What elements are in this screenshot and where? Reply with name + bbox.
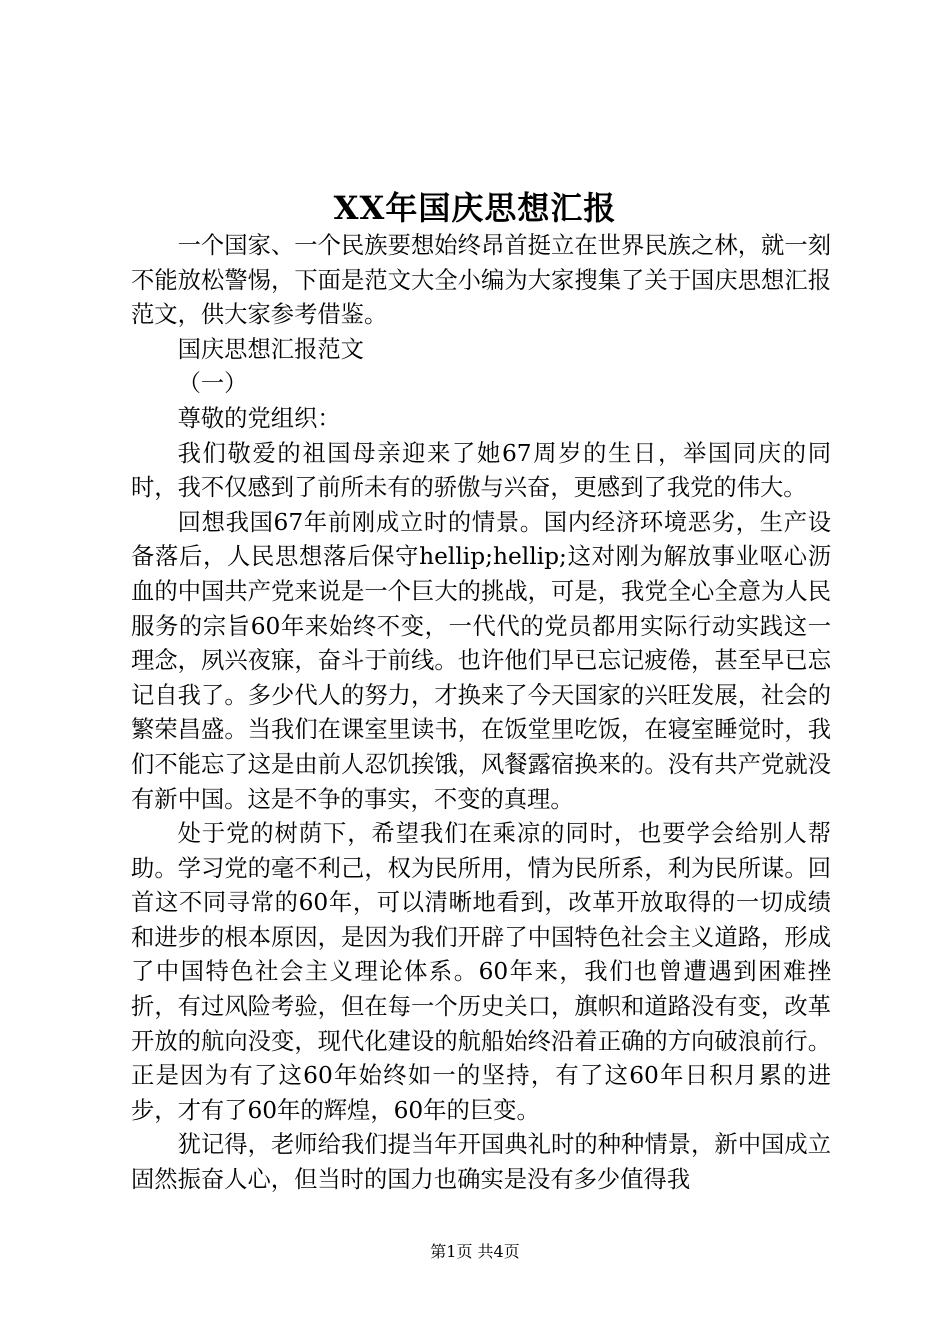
paragraph-subtitle: 国庆思想汇报范文 (177, 335, 364, 363)
paragraph-body-1: 我们敬爱的祖国母亲迎来了她67周岁的生日，举国同庆的同时，我不仅感到了前所未有的骄傲与兴奋，更感到了我党的伟大。 (131, 439, 831, 502)
paragraph-body-3: 处于党的树荫下，希望我们在乘凉的同时，也要学会给别人帮助。学习党的毫不利己，权为民所用，情为民所系，利为民所谋。回首这不同寻常的60年，可以清晰地看到，改革开放取得的一切成绩和进步的根本原因，是因为我们开辟了中国特色社会主义道路，形成了中国特色社会主义理论体系。60年来，我们也曾遭遇到困难挫折，有过风险考验，但在每一个历史关口，旗帜和道路没有变，改革开放的航向没变，现代化建设的航船始终沿着正确的方向破浪前行。正是因为有了这60年始终如一的坚持，有了这60年日积月累的进步，才有了60年的辉煌，60年的巨变。 (131, 820, 831, 1124)
paragraph-body-2: 回想我国67年前刚成立时的情景。国内经济环境恶劣，生产设备落后，人民思想落后保守hellip;hellip;这对刚为解放事业呕心沥血的中国共产党来说是一个巨大的挑战，可是，我党全心全意为人民服务的宗旨60年来始终不变，一代代的党员都用实际行动实践这一理念，夙兴夜寐，奋斗于前线。也许他们早已忘记疲倦，甚至早已忘记自我了。多少代人的努力，才换来了今天国家的兴旺发展，社会的繁荣昌盛。当我们在课室里读书，在饭堂里吃饭，在寝室睡觉时，我们不能忘了这是由前人忍饥挨饿，风餐露宿换来的。没有共产党就没有新中国。这是不争的事实，不变的真理。 (131, 508, 831, 813)
paragraph-intro: 一个国家、一个民族要想始终昂首挺立在世界民族之林，就一刻不能放松警惕，下面是范文大全小编为大家搜集了关于国庆思想汇报范文，供大家参考借鉴。 (131, 232, 831, 329)
document-title: XX年国庆思想汇报 (333, 189, 617, 227)
document-body (131, 229, 831, 1198)
paragraph-body-4: 犹记得，老师给我们提当年开国典礼时的种种情景，新中国成立固然振奋人心，但当时的国力也确实是没有多少值得我 (131, 1131, 831, 1194)
paragraph-section-number: （一） (177, 370, 248, 398)
page-footer: 第1页 共4页 (430, 1242, 520, 1261)
paragraph-salutation: 尊敬的党组织： (177, 404, 341, 432)
